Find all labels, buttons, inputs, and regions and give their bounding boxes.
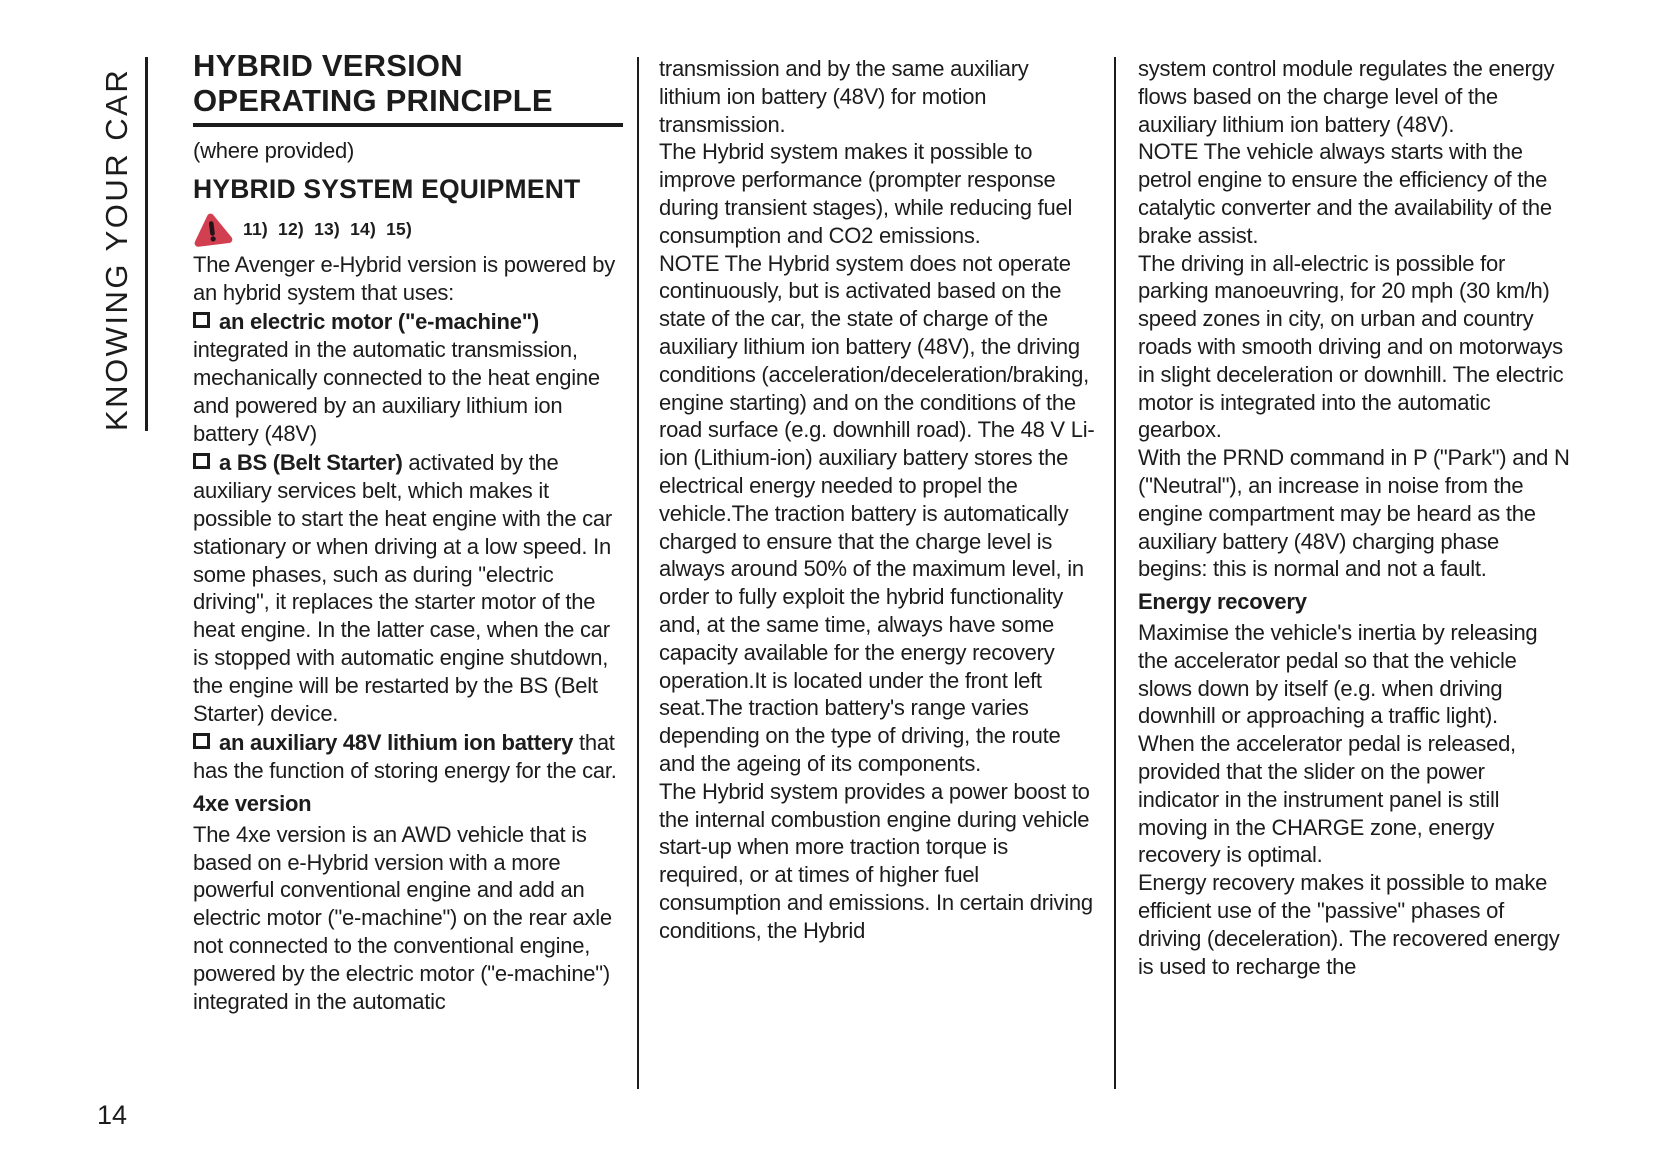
subheading-4xe-version: 4xe version [193,790,312,816]
paragraph: When the accelerator pedal is released, provided that the slider on the power indicator in the instrument panel is still moving in the CHARGE zone, energy recovery is optimal. [1138,731,1516,868]
bullet-rest-text: activated by the auxiliary services belt, which makes it possible to start the heat engine with the car stationary or when driving at a low speed. In some phases, such as during "electric driving", it replaces the starter motor of the heat engine. In the latter case, when the car is stopped with automatic engine shutdown, the engine will be restarted by the BS (Belt Starter) device. [193,450,612,726]
paragraph: With the PRND command in P ("Park") and N ("Neutral"), an increase in noise from the engine compartment may be heard as the auxiliary battery (48V) charging phase begins: this is normal and not a fault. [1138,445,1570,582]
bullet-item-belt-starter [193,449,623,727]
column-divider-2 [1114,57,1116,1089]
paragraph-note: NOTE The Hybrid system does not operate continuously, but is activated based on the state of the car, the state of charge of the auxiliary lithium ion battery (48V), the driving conditions (acceleration/deceleration/braking, engine starting) and on the conditions of the road surface (e.g. downhill road). The 48 V Li-ion (Lithium-ion) auxiliary battery stores the electrical energy needed to propel the vehicle.The traction battery is automatically charged to ensure that the charge level is always around 50% of the maximum level, in order to fully exploit the hybrid functionality and, at the same time, always have some capacity available for the energy recovery operation.It is located under the front left seat.The traction battery's range varies depending on the type of driving, the route and the ageing of its components. [659,250,1095,776]
paragraph: Maximise the vehicle's inertia by releasing the accelerator pedal so that the vehicle slows down by itself (e.g. when driving downhill or approaching a traffic light). [1138,619,1538,729]
square-bullet-icon [193,453,210,469]
intro-paragraph: The Avenger e-Hybrid version is powered by an hybrid system that uses: [193,251,615,305]
page-title [193,48,623,127]
where-provided-note: (where provided) [193,138,355,163]
column-1 [193,48,623,1015]
paragraph-note: NOTE The vehicle always starts with the petrol engine to ensure the efficiency of the catalytic converter and the availability of the brake assist. [1138,139,1552,248]
bullet-item-electric-motor [193,308,623,447]
paragraph: system control module regulates the energy flows based on the charge level of the auxiliary lithium ion battery (48V). [1138,56,1555,137]
square-bullet-icon [193,312,210,328]
subheading-energy-recovery: Energy recovery [1138,589,1307,615]
page-number: 14 [97,1100,128,1130]
bullet-item-48v-battery [193,729,623,785]
paragraph: The driving in all-electric is possible for parking manoeuvring, for 20 mph (30 km/h) speed zones in city, on urban and country roads with smooth driving and on motorways in slight deceleration or downhill. The electric motor is integrated into the automatic gearbox. [1138,250,1564,443]
paragraph-4xe: The 4xe version is an AWD vehicle that is based on e-Hybrid version with a more powerful conventional engine and add an electric motor ("e-machine") on the rear axle not connected to the conventional engine, powered by the electric motor ("e-machine") integrated in the automatic [193,821,612,1014]
paragraph: The Hybrid system makes it possible to improve performance (prompter response during transient stages), while reducing fuel consumption and CO2 emissions. [659,139,1073,248]
warning-references: 11) 12) 13) 14) 15) [243,218,412,239]
warning-row [193,212,623,248]
bullet-rest-text: integrated in the automatic transmission, mechanically connected to the heat engine and powered by an auxiliary lithium ion battery (48V) [193,337,600,446]
page-title-line1: HYBRID VERSION [193,48,463,83]
bullet-bold-text: an electric motor ("e-machine") [219,309,539,335]
warning-triangle-icon [191,211,233,248]
paragraph: The Hybrid system provides a power boost to the internal combustion engine during vehicle start-up when more traction torque is required, or at times of higher fuel consumption and emissions. In certain driving conditions, the Hybrid [659,778,1093,943]
column-3 [1138,55,1570,980]
column-2 [659,55,1096,945]
column-divider-1 [637,57,639,1089]
paragraph: transmission and by the same auxiliary lithium ion battery (48V) for motion transmission. [659,56,1029,137]
sidebar-divider-line [145,57,148,431]
bullet-bold-text: a BS (Belt Starter) [219,450,403,476]
section-heading: HYBRID SYSTEM EQUIPMENT [193,173,581,204]
bullet-rest-text: that has the function of storing energy for the car. [193,730,617,784]
page-title-line2: OPERATING PRINCIPLE [193,83,553,118]
paragraph: Energy recovery makes it possible to make efficient use of the "passive" phases of driving (deceleration). The recovered energy is used to recharge the [1138,870,1560,979]
chapter-title-vertical: KNOWING YOUR CAR [99,67,134,431]
bullet-bold-text: an auxiliary 48V lithium ion battery [219,730,574,756]
square-bullet-icon [193,733,210,749]
